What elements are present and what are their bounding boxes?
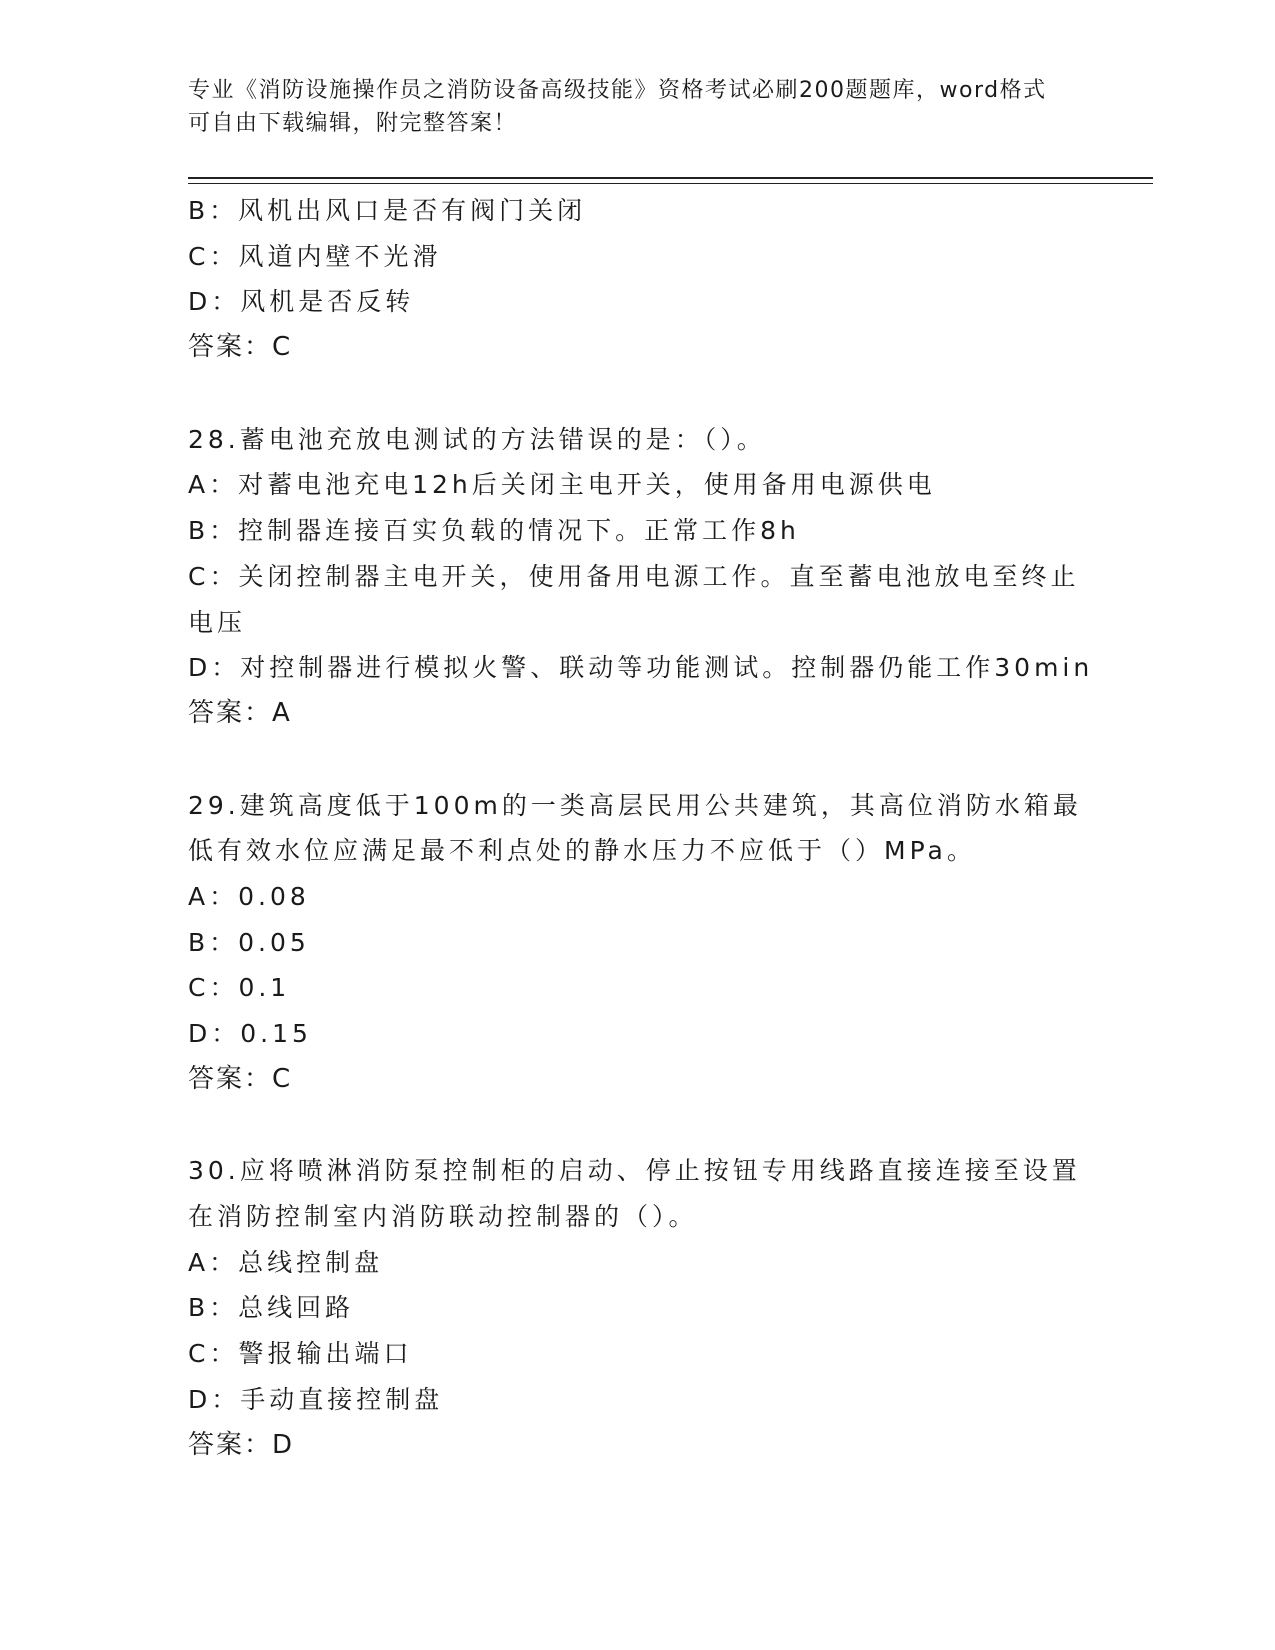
option-b: B：总线回路 xyxy=(188,1293,355,1323)
question-28 xyxy=(188,417,1094,737)
option-a: A：0.08 xyxy=(188,881,310,911)
option-d: D：对控制器进行模拟火警、联动等功能测试。控制器仍能工作30min xyxy=(188,653,1094,683)
option-d: D：风机是否反转 xyxy=(188,287,415,317)
header-rule-thin xyxy=(188,183,1153,184)
answer-line: 答案：A xyxy=(188,697,292,728)
question-29 xyxy=(188,783,1082,1103)
answer-line: 答案：C xyxy=(188,1063,293,1094)
question-stem-continued: 在消防控制室内消防联动控制器的（）。 xyxy=(188,1202,698,1232)
spacer xyxy=(188,1102,1078,1148)
question-stem: 30.应将喷淋消防泵控制柜的启动、停止按钮专用线路直接连接至设置 xyxy=(188,1156,1081,1186)
question-stem-continued: 低有效水位应满足最不利点处的静水压力不应低于（）MPa。 xyxy=(188,836,976,866)
option-b: B：0.05 xyxy=(188,927,310,957)
spacer xyxy=(188,371,1078,417)
header-rule-thick xyxy=(188,177,1153,179)
option-a: A：总线控制盘 xyxy=(188,1247,384,1277)
document-header: 专业《消防设施操作员之消防设备高级技能》资格考试必刷200题题库，word格式可自由下载编辑，附完整答案！ xyxy=(188,78,1047,136)
option-c: C：风道内壁不光滑 xyxy=(188,241,442,271)
option-c: C：关闭控制器主电开关，使用备用电源工作。直至蓄电池放电至终止 xyxy=(188,561,1080,591)
option-b: B：控制器连接百实负载的情况下。正常工作8h xyxy=(188,516,800,546)
option-d: D：0.15 xyxy=(188,1019,312,1048)
option-a: A：对蓄电池充电12h后关闭主电开关，使用备用电源供电 xyxy=(188,470,936,500)
spacer xyxy=(188,737,1078,783)
option-c: C：警报输出端口 xyxy=(188,1339,413,1369)
option-d: D：手动直接控制盘 xyxy=(188,1384,444,1414)
question-27-continued xyxy=(188,188,1078,371)
question-stem: 28.蓄电池充放电测试的方法错误的是：（）。 xyxy=(188,424,766,454)
question-stem: 29.建筑高度低于100m的一类高层民用公共建筑，其高位消防水箱最 xyxy=(188,790,1082,820)
answer-line: 答案：D xyxy=(188,1429,295,1460)
question-30 xyxy=(188,1148,1081,1468)
answer-line: 答案：C xyxy=(188,332,293,363)
option-b: B：风机出风口是否有阀门关闭 xyxy=(188,196,587,225)
question-content xyxy=(188,188,1094,1468)
option-c-continued: 电压 xyxy=(188,607,247,637)
option-c: C：0.1 xyxy=(188,973,291,1003)
